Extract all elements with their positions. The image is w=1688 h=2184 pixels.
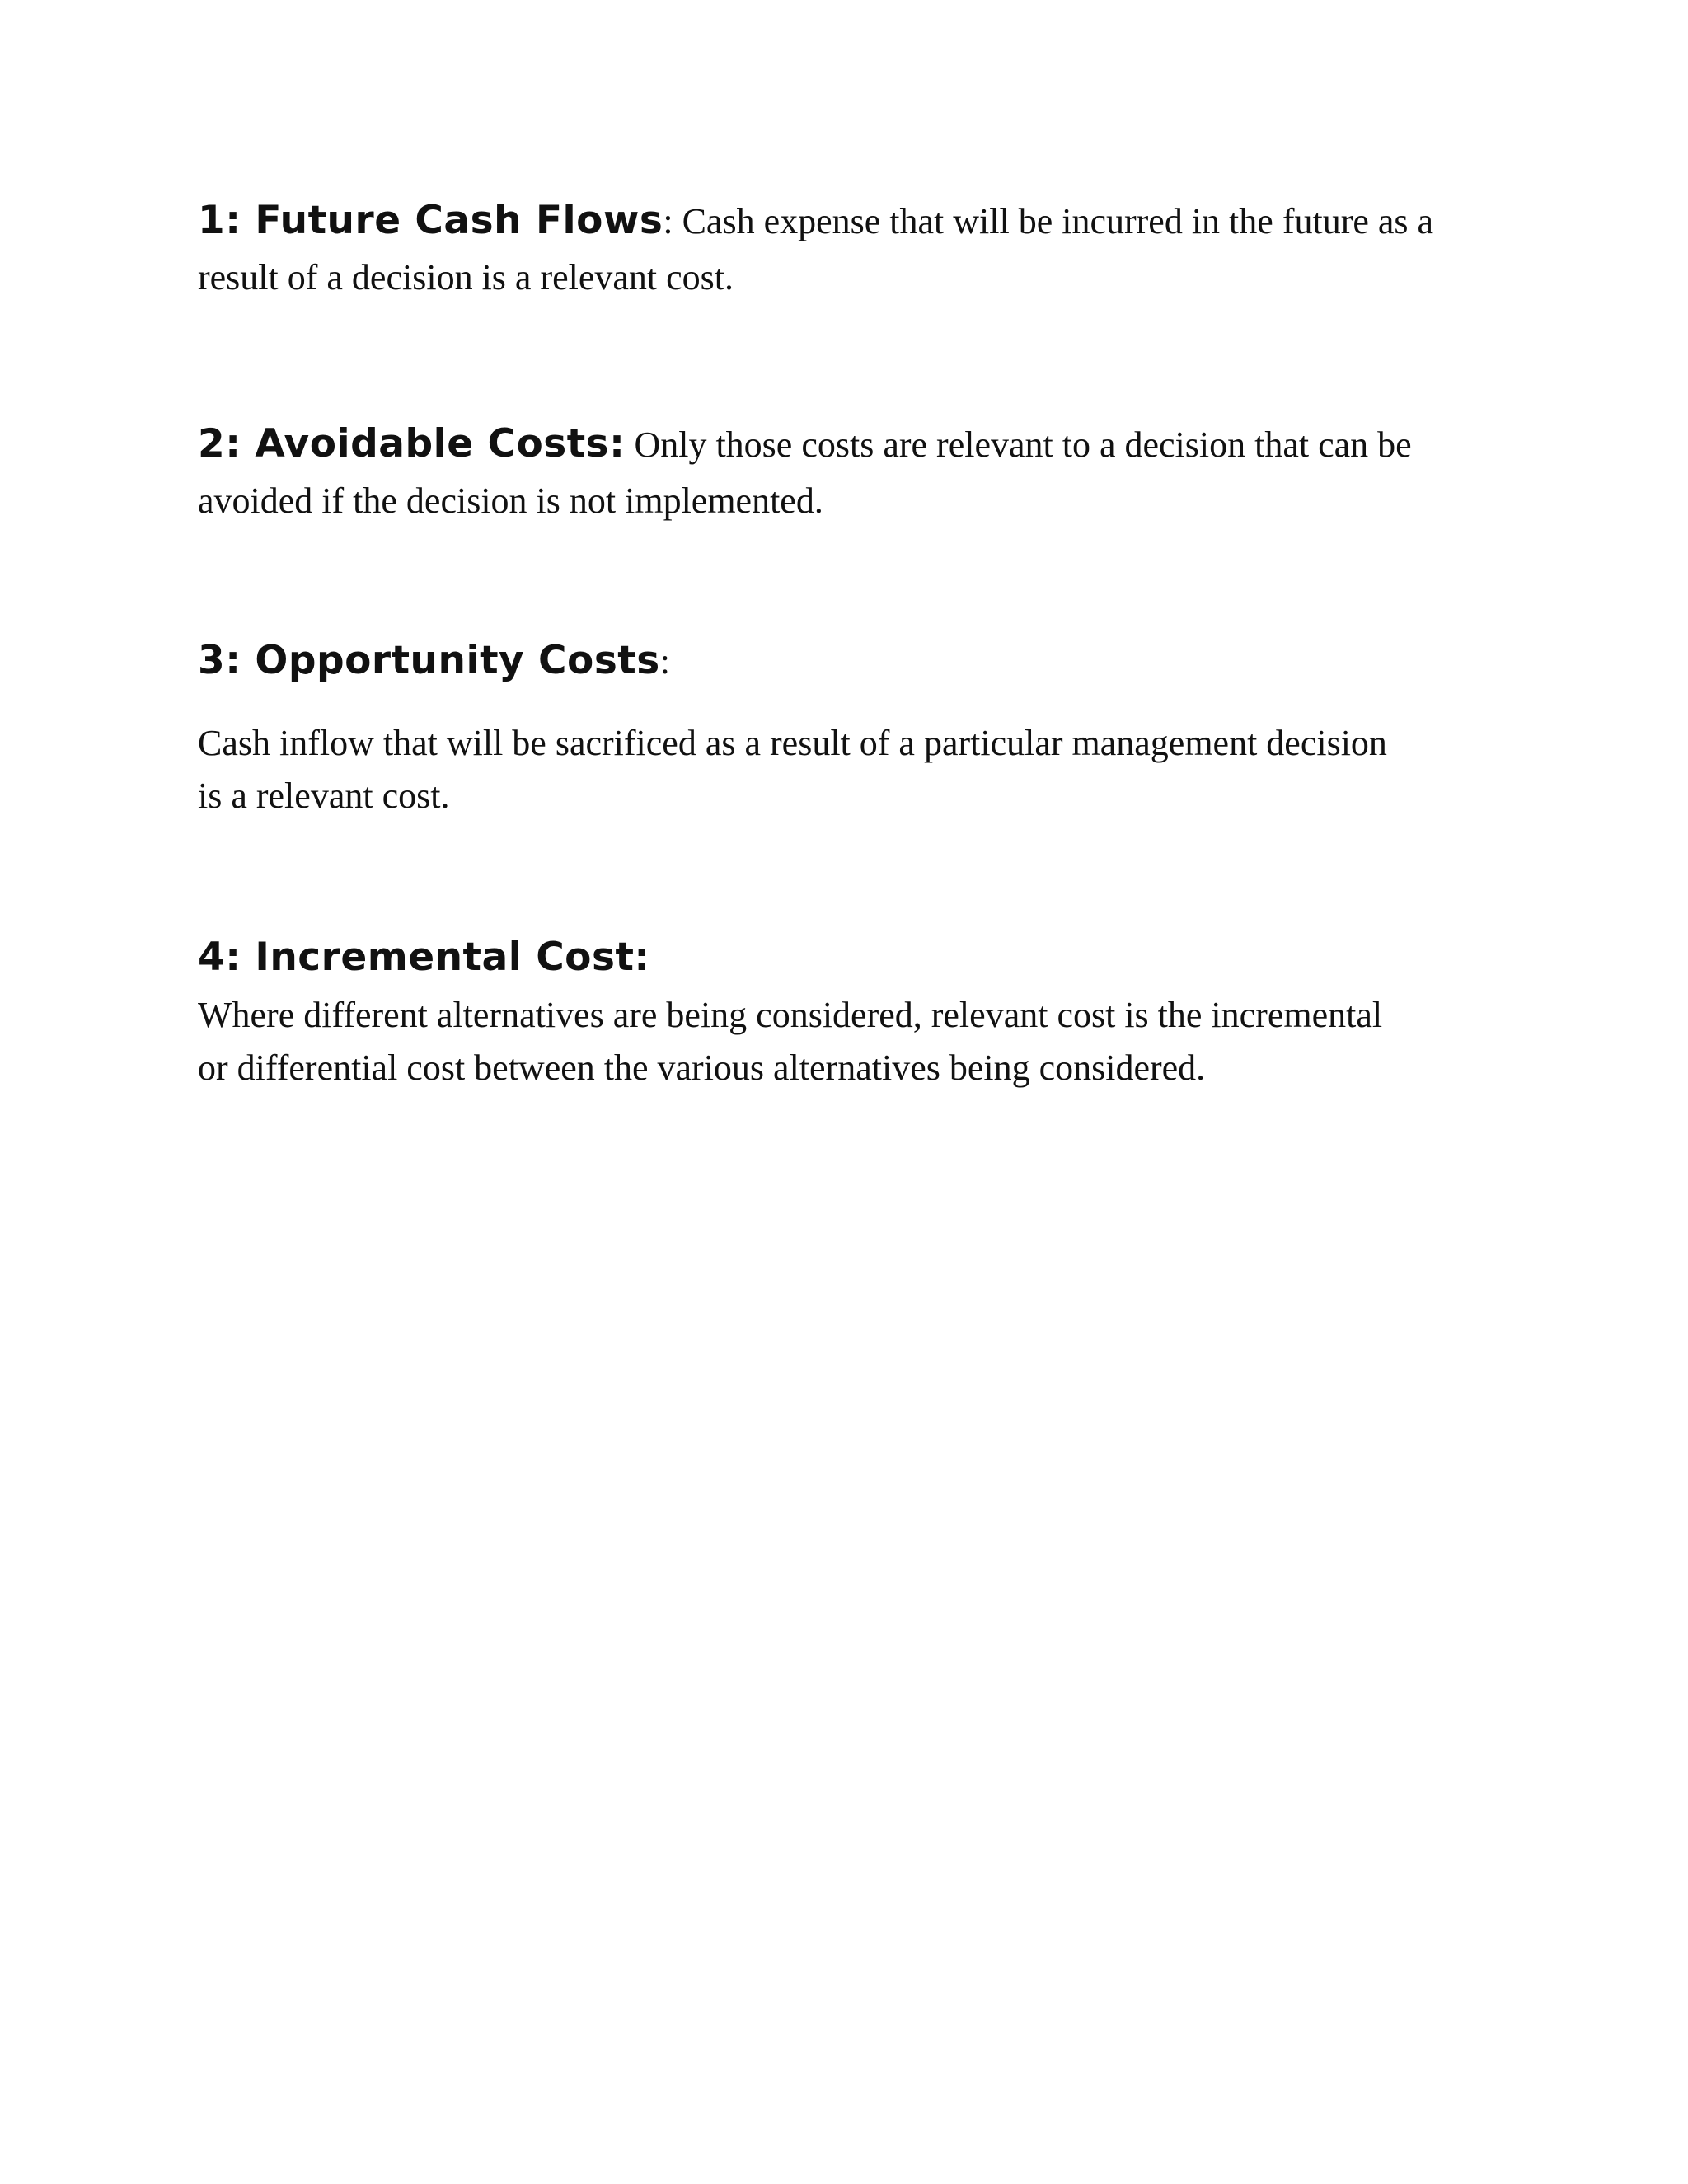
section-1-heading: 1: Future Cash Flows [198,198,663,243]
section-4-text-1: Where different alternatives are being considered, relevant cost is the incremental [198,995,1383,1035]
section-1-separator: : [663,201,673,241]
section-opportunity-costs-heading-row [198,633,1484,690]
section-3-text-2: is a relevant cost. [198,776,450,816]
section-future-cash-flows [198,193,1484,306]
section-incremental-cost-heading-row [198,930,1484,987]
section-incremental-cost-body [198,989,1484,1094]
section-2-heading: 2: Avoidable Costs: [198,421,626,466]
section-3-heading: 3: Opportunity Costs [198,638,660,683]
section-2-text-2: avoided if the decision is not implemented. [198,480,823,521]
section-4-heading-line [198,930,1484,987]
section-avoidable-costs [198,416,1484,529]
section-1-text-1: Cash expense that will be incurred in the future as a [673,201,1434,241]
section-3-text-1: Cash inflow that will be sacrificed as a result of a particular management decision [198,723,1387,763]
section-3-heading-line [198,633,1484,690]
section-3-separator: : [659,641,670,682]
section-1-text-2: result of a decision is a relevant cost. [198,257,734,298]
section-1-line-1 [198,193,1484,250]
section-2-line-1 [198,416,1484,473]
section-opportunity-costs-body [198,717,1484,823]
section-4-heading: 4: Incremental Cost: [198,935,650,980]
section-4-text-2: or differential cost between the various alternatives being considered. [198,1047,1206,1088]
section-2-text-1: Only those costs are relevant to a decision that can be [625,424,1412,465]
